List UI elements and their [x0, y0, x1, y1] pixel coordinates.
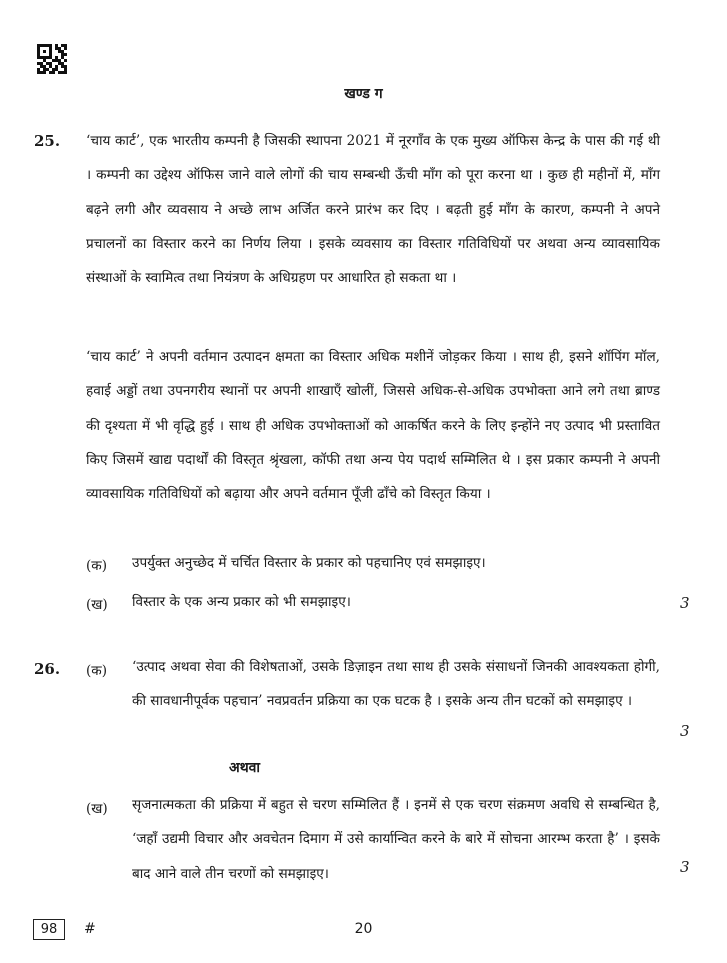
question-25-part-b-text: विस्तार के एक अन्य प्रकार को भी समझाइए।: [132, 594, 351, 610]
question-26-part-a-text: ‘उत्पाद अथवा सेवा की विशेषताओं, उसके डिज़ाइन तथा साथ ही उसके संसाधनों जिनकी आवश्यकता होगी, की सावधानीपूर्वक पहचान’ नवप्रवर्तन प्रक्रिया का एक घटक है । इसके अन्य तीन घटकों को समझाइए ।: [132, 659, 660, 710]
question-25-part-b-label: (ख): [86, 597, 108, 613]
question-25-number: 25.: [34, 132, 61, 150]
footer-hash: #: [84, 921, 96, 937]
section-title: खण्ड ग: [344, 86, 383, 102]
question-25-part-a-text: उपर्युक्त अनुच्छेद में चर्चित विस्तार के प्रकार को पहचानिए एवं समझाइए।: [132, 555, 486, 571]
question-25-paragraph-1: ‘चाय कार्ट’, एक भारतीय कम्पनी है जिसकी स्थापना 2021 में नूरगाँव के एक मुख्य ऑफिस केन्द्र के पास की गई थी । कम्पनी का उद्देश्य ऑफिस जाने वाले लोगों की चाय सम्बन्धी ऊँची माँग को पूरा करना था । कुछ ही महीनों में, माँग बढ़ने लगी और व्यवसाय ने अच्छे लाभ अर्जित करने प्रारंभ कर दिए । बढ़ती हुई माँग के कारण, कम्पनी ने अपने प्रचालनों का विस्तार करने का निर्णय लिया । इसके व्यवसाय का विस्तार गतिविधियों पर अथवा अन्य व्यावसायिक संस्थाओं के स्वामित्व तथा नियंत्रण के अधिग्रहण पर आधारित हो सकता था ।: [86, 133, 660, 287]
or-label: अथवा: [229, 760, 261, 776]
question-26-part-a-label: (क): [86, 663, 108, 679]
paper-code-box: 98: [33, 919, 65, 940]
question-26-part-b-text: सृजनात्मकता की प्रक्रिया में बहुत से चरण सम्मिलित हैं । इनमें से एक चरण संक्रमण अवधि से सम्बन्धित है, ‘जहाँ उद्यमी विचार और अवचेतन दिमाग में उसे कार्यान्वित करने के बारे में सोचना आरम्भ करता है’ । इसके बाद आने वाले तीन चरणों को समझाइए।: [132, 797, 660, 882]
question-25-marks: 3: [680, 594, 690, 612]
page-number: 20: [354, 921, 373, 937]
question-25-paragraph-2: ‘चाय कार्ट’ ने अपनी वर्तमान उत्पादन क्षमता का विस्तार अधिक मशीनें जोड़कर किया । साथ ही, इसने शॉपिंग मॉल, हवाई अड्डों तथा उपनगरीय स्थानों पर अपनी शाखाएँ खोलीं, जिससे अधिक-से-अधिक उपभोक्ता आने लगे तथा ब्राण्ड की दृश्यता में भी वृद्धि हुई । साथ ही अधिक उपभोक्ताओं को आकर्षित करने के लिए इन्होंने नए उत्पाद भी प्रस्तावित किए जिसमें खाद्य पदार्थों की विस्तृत श्रृंखला, कॉफी तथा अन्य पेय पदार्थ सम्मिलित थे । इस प्रकार कम्पनी ने अपनी व्यावसायिक गतिविधियों को बढ़ाया और अपने वर्तमान पूँजी ढाँचे को विस्तृत किया ।: [86, 349, 660, 503]
qr-code-icon: [37, 44, 67, 74]
question-26-marks-a: 3: [680, 722, 690, 740]
question-26-part-b-label: (ख): [86, 801, 108, 817]
question-26-number: 26.: [34, 660, 61, 678]
question-26-marks-b: 3: [680, 858, 690, 876]
question-25-part-a-label: (क): [86, 558, 108, 574]
